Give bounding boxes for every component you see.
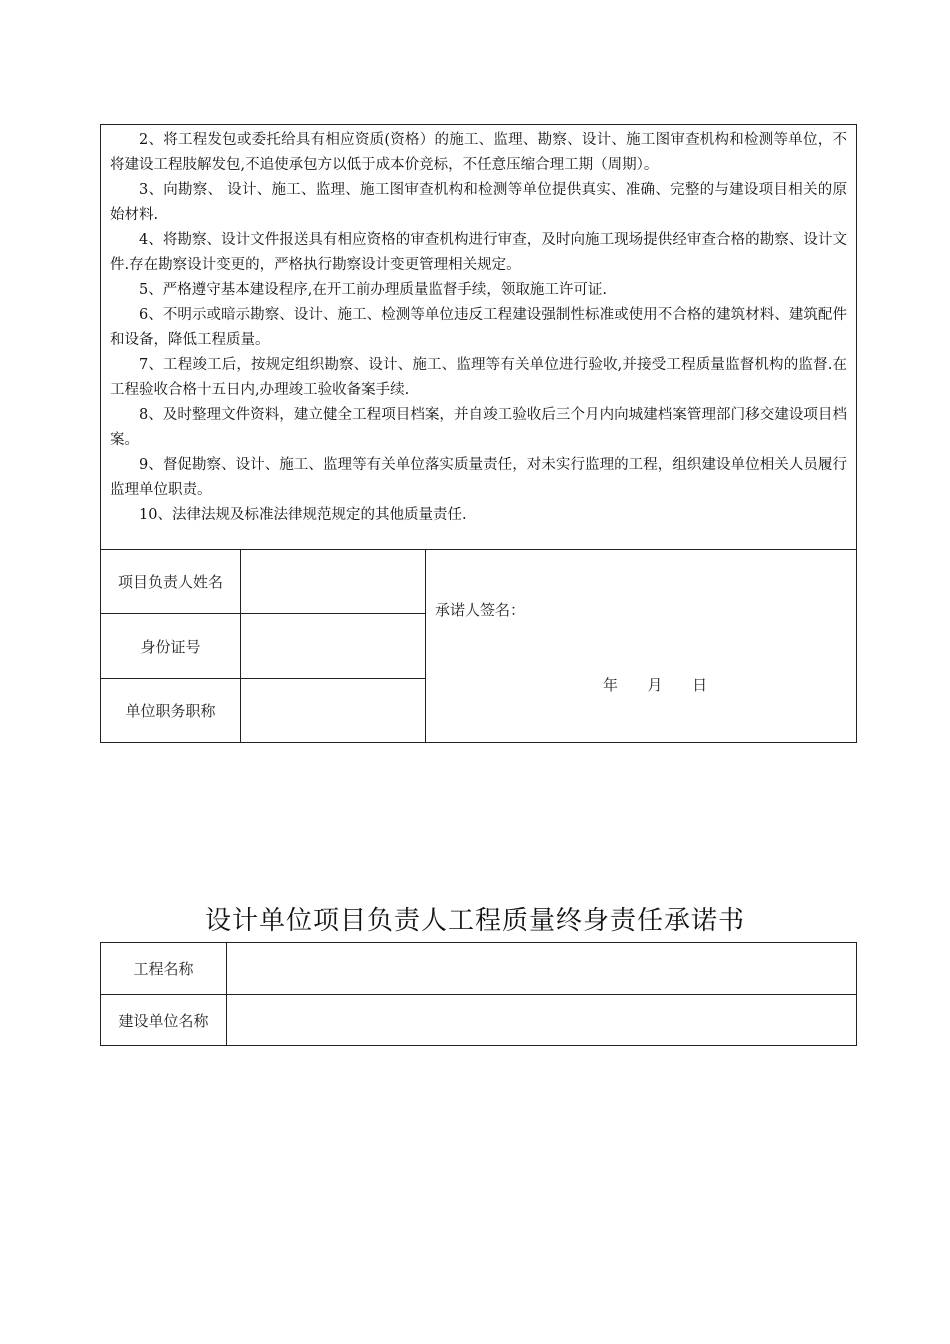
clause-7: 7、工程竣工后，按规定组织勘察、设计、施工、监理等有关单位进行验收,并接受工程质量监督机构的监督.在工程验收合格十五日内,办理竣工验收备案手续. [110,357,847,398]
commitment-clauses [101,125,856,549]
manager-name-label: 项目负责人姓名 [117,572,223,591]
clause-2: 2、将工程发包或委托给具有相应资质(资格）的施工、监理、勘察、设计、施工图审查机构和检测等单位，不将建设工程肢解发包,不追使承包方以低于成本价竞标，不任意压缩合理工期（周期）。 [110,132,847,173]
project-name-field[interactable] [227,943,856,994]
project-name-label: 工程名称 [133,960,194,978]
id-number-field[interactable] [241,615,424,677]
construction-unit-field[interactable] [227,995,856,1045]
signature-area[interactable] [426,550,856,742]
clause-6: 6、不明示或暗示勘察、设计、施工、检测等单位违反工程建设强制性标准或使用不合格的建筑材料、建筑配件和设备，降低工程质量。 [110,307,847,348]
manager-name-field[interactable] [241,550,424,612]
design-form-table [100,942,857,1046]
clause-8: 8、及时整理文件资料，建立健全工程项目档案，并自竣工验收后三个月内向城建档案管理部门移交建设项目档案。 [110,407,847,448]
construction-unit-label: 建设单位名称 [118,1011,209,1030]
clause-5: 5、严格遵守基本建设程序,在开工前办理质量监督手续，领取施工许可证. [139,282,607,298]
date-label: 年 月 日 [603,676,708,694]
position-title-label: 单位职务职称 [125,702,216,720]
id-number-label: 身份证号 [140,637,201,656]
position-title-field[interactable] [241,680,424,741]
clause-9: 9、督促勘察、设计、施工、监理等有关单位落实质量责任，对未实行监理的工程，组织建设单位相关人员履行监理单位职责。 [110,457,847,498]
commitment-table [100,124,857,743]
clause-4: 4、将勘察、设计文件报送具有相应资格的审查机构进行审查，及时向施工现场提供经审查合格的勘察、设计文件.存在勘察设计变更的，严格执行勘察设计变更管理相关规定。 [110,232,847,273]
form-title: 设计单位项目负责人工程质量终身责任承诺书 [204,906,745,936]
signature-label: 承诺人签名： [435,601,526,619]
clause-10: 10、法律法规及标准法律规范规定的其他质量责任. [139,507,467,523]
clause-3: 3、向勘察、 设计、施工、监理、施工图审查机构和检测等单位提供真实、准确、完整的与建设项目相关的原始材料. [110,182,847,223]
